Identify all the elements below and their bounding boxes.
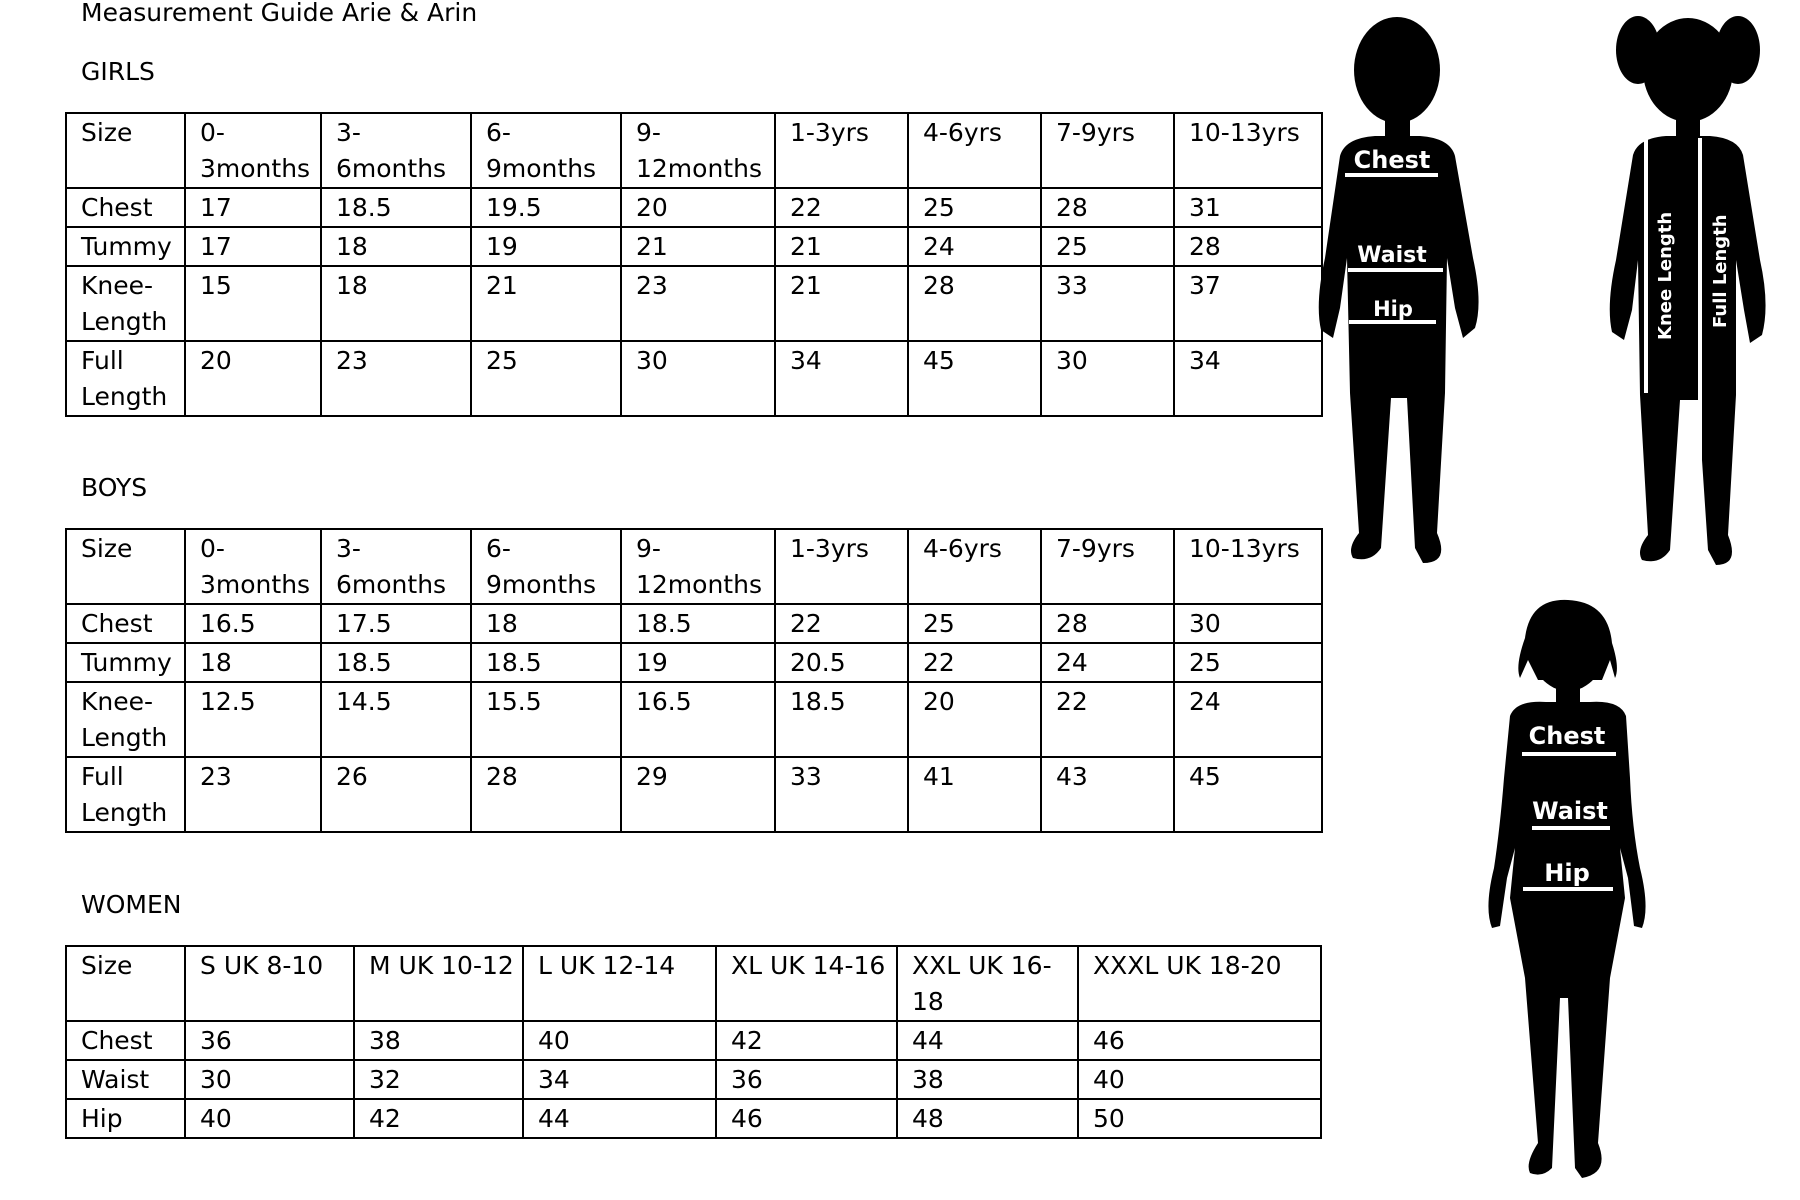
header-row <box>66 529 1322 604</box>
row-label-cell: Size <box>66 946 185 1021</box>
value-cell: L UK 12-14 <box>523 946 716 1021</box>
row-label-cell: Full Length <box>66 341 185 416</box>
value-cell: 30 <box>1041 341 1174 416</box>
value-cell: 23 <box>321 341 471 416</box>
child-front-waist-label: Waist <box>1357 243 1427 268</box>
value-cell: 22 <box>775 604 908 643</box>
woman-waist-label: Waist <box>1532 797 1608 825</box>
table-row <box>66 682 1322 757</box>
child-front-chest-label: Chest <box>1353 146 1431 174</box>
value-cell: 50 <box>1078 1099 1321 1138</box>
row-label-cell: Knee-Length <box>66 266 185 341</box>
value-cell: 19 <box>621 643 775 682</box>
row-label-cell: Full Length <box>66 757 185 832</box>
value-cell: 34 <box>775 341 908 416</box>
value-cell: 24 <box>908 227 1041 266</box>
value-cell: 18 <box>321 266 471 341</box>
value-cell: 28 <box>908 266 1041 341</box>
value-cell: 28 <box>1041 604 1174 643</box>
woman-hip-label: Hip <box>1544 859 1590 887</box>
value-cell: 18.5 <box>321 188 471 227</box>
value-cell: 40 <box>523 1021 716 1060</box>
value-cell: 44 <box>897 1021 1078 1060</box>
value-cell: 10-13yrs <box>1174 113 1322 188</box>
row-label-cell: Knee-Length <box>66 682 185 757</box>
table-row <box>66 188 1322 227</box>
value-cell: 20.5 <box>775 643 908 682</box>
value-cell: 21 <box>471 266 621 341</box>
value-cell: 18.5 <box>775 682 908 757</box>
value-cell: 44 <box>523 1099 716 1138</box>
value-cell: 28 <box>1041 188 1174 227</box>
value-cell: 25 <box>1174 643 1322 682</box>
value-cell: 10-13yrs <box>1174 529 1322 604</box>
value-cell: 24 <box>1174 682 1322 757</box>
value-cell: 18 <box>321 227 471 266</box>
value-cell: 34 <box>1174 341 1322 416</box>
value-cell: 41 <box>908 757 1041 832</box>
girls-size-table <box>65 112 1323 417</box>
value-cell: 45 <box>1174 757 1322 832</box>
value-cell: 34 <box>523 1060 716 1099</box>
value-cell: 15 <box>185 266 321 341</box>
value-cell: XXXL UK 18-20 <box>1078 946 1321 1021</box>
value-cell: 40 <box>185 1099 354 1138</box>
value-cell: 43 <box>1041 757 1174 832</box>
value-cell: 17 <box>185 227 321 266</box>
value-cell: M UK 10-12 <box>354 946 523 1021</box>
value-cell: 21 <box>775 227 908 266</box>
row-label-cell: Tummy <box>66 643 185 682</box>
value-cell: 16.5 <box>185 604 321 643</box>
value-cell: 15.5 <box>471 682 621 757</box>
value-cell: 3-6months <box>321 113 471 188</box>
value-cell: 42 <box>354 1099 523 1138</box>
woman-figure <box>1470 598 1660 1183</box>
value-cell: 12.5 <box>185 682 321 757</box>
value-cell: 40 <box>1078 1060 1321 1099</box>
table-row <box>66 1021 1321 1060</box>
row-label-cell: Chest <box>66 1021 185 1060</box>
boys-size-table <box>65 528 1323 833</box>
value-cell: 22 <box>1041 682 1174 757</box>
value-cell: 25 <box>471 341 621 416</box>
value-cell: 46 <box>1078 1021 1321 1060</box>
value-cell: 37 <box>1174 266 1322 341</box>
value-cell: 24 <box>1041 643 1174 682</box>
table-row <box>66 266 1322 341</box>
value-cell: 33 <box>775 757 908 832</box>
value-cell: 16.5 <box>621 682 775 757</box>
row-label-cell: Size <box>66 529 185 604</box>
value-cell: 29 <box>621 757 775 832</box>
value-cell: 21 <box>775 266 908 341</box>
value-cell: 26 <box>321 757 471 832</box>
table-row <box>66 1060 1321 1099</box>
value-cell: 4-6yrs <box>908 529 1041 604</box>
value-cell: 42 <box>716 1021 897 1060</box>
row-label-cell: Tummy <box>66 227 185 266</box>
table-row <box>66 604 1322 643</box>
value-cell: 19 <box>471 227 621 266</box>
full-length-label: Full Length <box>1710 214 1731 328</box>
value-cell: 21 <box>621 227 775 266</box>
header-row <box>66 946 1321 1021</box>
table-row <box>66 341 1322 416</box>
women-size-table <box>65 945 1322 1139</box>
value-cell: 36 <box>185 1021 354 1060</box>
child-front-silhouette <box>1305 8 1490 568</box>
value-cell: XL UK 14-16 <box>716 946 897 1021</box>
value-cell: 45 <box>908 341 1041 416</box>
value-cell: 28 <box>1174 227 1322 266</box>
value-cell: 6-9months <box>471 113 621 188</box>
value-cell: 23 <box>621 266 775 341</box>
value-cell: 25 <box>908 188 1041 227</box>
row-label-cell: Hip <box>66 1099 185 1138</box>
value-cell: 18.5 <box>321 643 471 682</box>
value-cell: 30 <box>185 1060 354 1099</box>
value-cell: 32 <box>354 1060 523 1099</box>
value-cell: 17.5 <box>321 604 471 643</box>
value-cell: 38 <box>354 1021 523 1060</box>
child-front-figure <box>1305 8 1490 568</box>
header-row <box>66 113 1322 188</box>
child-side-figure <box>1598 10 1778 570</box>
knee-length-label: Knee Length <box>1655 211 1676 340</box>
woman-chest-label: Chest <box>1528 722 1606 750</box>
value-cell: 7-9yrs <box>1041 529 1174 604</box>
value-cell: 36 <box>716 1060 897 1099</box>
value-cell: 4-6yrs <box>908 113 1041 188</box>
row-label-cell: Chest <box>66 604 185 643</box>
value-cell: 9-12months <box>621 529 775 604</box>
child-side-silhouette <box>1598 10 1778 570</box>
row-label-cell: Waist <box>66 1060 185 1099</box>
value-cell: 30 <box>621 341 775 416</box>
value-cell: 28 <box>471 757 621 832</box>
table-row <box>66 757 1322 832</box>
value-cell: 7-9yrs <box>1041 113 1174 188</box>
value-cell: 25 <box>1041 227 1174 266</box>
value-cell: 46 <box>716 1099 897 1138</box>
table-row <box>66 643 1322 682</box>
value-cell: S UK 8-10 <box>185 946 354 1021</box>
woman-silhouette <box>1470 598 1660 1183</box>
table-row <box>66 227 1322 266</box>
value-cell: 1-3yrs <box>775 113 908 188</box>
value-cell: 25 <box>908 604 1041 643</box>
value-cell: 22 <box>908 643 1041 682</box>
document-title: Measurement Guide Arie & Arin <box>81 0 478 27</box>
value-cell: 14.5 <box>321 682 471 757</box>
value-cell: 1-3yrs <box>775 529 908 604</box>
value-cell: 19.5 <box>471 188 621 227</box>
value-cell: 17 <box>185 188 321 227</box>
table-row <box>66 1099 1321 1138</box>
value-cell: 48 <box>897 1099 1078 1138</box>
row-label-cell: Chest <box>66 188 185 227</box>
value-cell: XXL UK 16-18 <box>897 946 1078 1021</box>
value-cell: 30 <box>1174 604 1322 643</box>
value-cell: 0-3months <box>185 113 321 188</box>
value-cell: 0-3months <box>185 529 321 604</box>
boys-heading: BOYS <box>81 473 148 502</box>
child-front-hip-label: Hip <box>1373 297 1413 321</box>
value-cell: 20 <box>908 682 1041 757</box>
value-cell: 20 <box>621 188 775 227</box>
girls-heading: GIRLS <box>81 57 155 86</box>
value-cell: 3-6months <box>321 529 471 604</box>
value-cell: 38 <box>897 1060 1078 1099</box>
women-heading: WOMEN <box>81 890 182 919</box>
value-cell: 18 <box>471 604 621 643</box>
value-cell: 6-9months <box>471 529 621 604</box>
value-cell: 23 <box>185 757 321 832</box>
value-cell: 31 <box>1174 188 1322 227</box>
row-label-cell: Size <box>66 113 185 188</box>
value-cell: 20 <box>185 341 321 416</box>
value-cell: 18.5 <box>621 604 775 643</box>
value-cell: 18 <box>185 643 321 682</box>
value-cell: 18.5 <box>471 643 621 682</box>
value-cell: 22 <box>775 188 908 227</box>
value-cell: 33 <box>1041 266 1174 341</box>
value-cell: 9-12months <box>621 113 775 188</box>
